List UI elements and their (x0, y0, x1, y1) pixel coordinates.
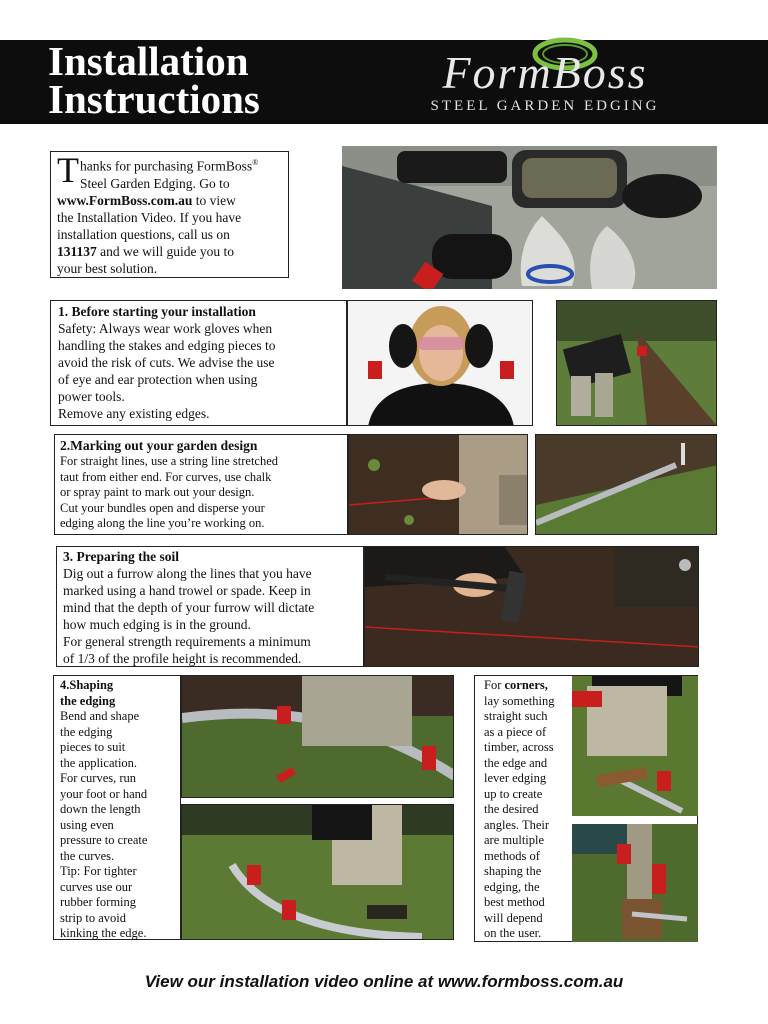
tools-photo (342, 146, 717, 289)
intro-line-5: installation questions, call us on (57, 226, 230, 242)
step-4-line: curves use our (60, 879, 133, 894)
step-4-line: the curves. (60, 848, 115, 863)
corners-bold: corners, (504, 678, 548, 692)
marking-string-photo (348, 434, 528, 535)
corners-line: are multiple (484, 833, 545, 847)
step-2-line: taut from either end. For curves, use chalk (60, 469, 272, 484)
edging-laid-out-photo (535, 434, 717, 535)
intro-website-link[interactable]: www.FormBoss.com.au (57, 192, 193, 208)
page-title (48, 38, 260, 122)
corners-line: shaping the (484, 864, 542, 878)
step-4-line: Tip: For tighter (60, 864, 137, 878)
step-4-heading-1: 4.Shaping (60, 678, 114, 692)
step-4-line: your foot or hand (60, 786, 148, 801)
footer-video-link[interactable]: View our installation video online at www.formboss.com.au (144, 972, 624, 991)
step-3-heading: 3. Preparing the soil (63, 549, 179, 564)
logo-wordmark: FormBoss (442, 47, 648, 98)
step-3-line: For general strength requirements a minimum (63, 634, 311, 649)
corners-line: on the user. (484, 926, 542, 940)
corners-line: edging, the (484, 879, 540, 894)
step-1-line: Safety: Always wear work gloves when (58, 321, 273, 336)
step-2-box (54, 434, 348, 535)
intro-box (50, 151, 289, 278)
intro-phone[interactable]: 131137 (57, 243, 97, 259)
corners-prefix: For (484, 678, 505, 692)
step-4-box (53, 675, 181, 940)
step-2-line: Cut your bundles open and disperse your (60, 500, 265, 515)
corners-line: lay something (484, 693, 555, 708)
step-3-line: mind that the depth of your furrow will dictate (63, 600, 315, 615)
step-2-line: edging along the line you’re working on. (60, 516, 265, 530)
step-1-line: of eye and ear protection when using (58, 372, 258, 387)
step-1-box (50, 300, 347, 426)
bending-curve-photo (181, 675, 454, 798)
header-banner (0, 40, 768, 124)
step-1-heading: 1. Before starting your installation (58, 304, 256, 319)
corners-line: the edge and (484, 755, 548, 770)
corners-line-0 (484, 678, 579, 694)
corners-line: timber, across (484, 740, 554, 754)
corner-timber-photo (572, 824, 698, 942)
corners-line: angles. Their (484, 817, 550, 832)
step-2-heading: 2.Marking out your garden design (60, 438, 258, 453)
corners-line: the desired (484, 802, 539, 816)
corners-line: lever edging (484, 771, 547, 785)
step-4-line: down the length (60, 802, 141, 816)
corners-line: best method (484, 895, 545, 909)
corners-line: up to create (484, 786, 543, 801)
formboss-logo (360, 40, 730, 124)
step-4-line: pressure to create (60, 833, 148, 847)
step-4-line: For curves, run (60, 771, 137, 785)
logo-tagline: STEEL GARDEN EDGING (430, 98, 660, 114)
corners-line: as a piece of (484, 724, 547, 739)
step-4-line: kinking the edge. (60, 926, 147, 940)
intro-line-4: the Installation Video. If you have (57, 209, 242, 225)
step-3-line: how much edging is in the ground. (63, 617, 251, 632)
registered-mark: ® (252, 158, 259, 167)
digging-furrow-photo (364, 546, 699, 667)
intro-line-3: to view (192, 192, 236, 208)
step-3-line: Dig out a furrow along the lines that you have (63, 566, 312, 581)
step-4-line: the edging (60, 724, 113, 739)
step-4-line: pieces to suit (60, 740, 126, 754)
step-2-line: For straight lines, use a string line stretched (60, 454, 279, 468)
clearing-garden-photo (556, 300, 717, 426)
title-line-2: Instructions (48, 76, 260, 122)
intro-line-1: hanks for purchasing FormBoss (80, 158, 253, 174)
foot-forming-photo (181, 804, 454, 940)
intro-line-6: and we will guide you to (96, 243, 234, 259)
step-1-line: avoid the risk of cuts. We advise the use (58, 355, 275, 370)
step-4-line: rubber forming (60, 895, 137, 909)
step-4-line: Bend and shape (60, 709, 140, 723)
intro-line-7: your best solution. (57, 260, 158, 276)
corners-line: straight such (484, 709, 548, 723)
corners-box (474, 675, 698, 942)
step-2-line: or spray paint to mark out your design. (60, 485, 255, 499)
step-4-line: the application. (60, 755, 138, 770)
step-4-line: using even (60, 817, 114, 832)
step-4-line: strip to avoid (60, 910, 126, 925)
step-4-heading-2: the edging (60, 693, 116, 708)
step-1-line: handling the stakes and edging pieces to (58, 338, 276, 353)
safety-gear-photo (347, 300, 533, 426)
intro-dropcap: T (57, 150, 79, 190)
step-1-line: power tools. (58, 389, 125, 404)
corners-line: will depend (484, 910, 543, 925)
step-3-line: marked using a hand trowel or spade. Keep in (63, 583, 311, 598)
title-line-1: Installation (48, 38, 249, 84)
step-3-box (56, 546, 364, 667)
intro-line-2: Steel Garden Edging. Go to (80, 175, 230, 191)
corner-lever-photo (572, 676, 698, 816)
step-1-line: Remove any existing edges. (58, 406, 210, 421)
step-3-line: of 1/3 of the profile height is recommended. (63, 651, 302, 666)
corners-line: methods of (484, 848, 540, 863)
